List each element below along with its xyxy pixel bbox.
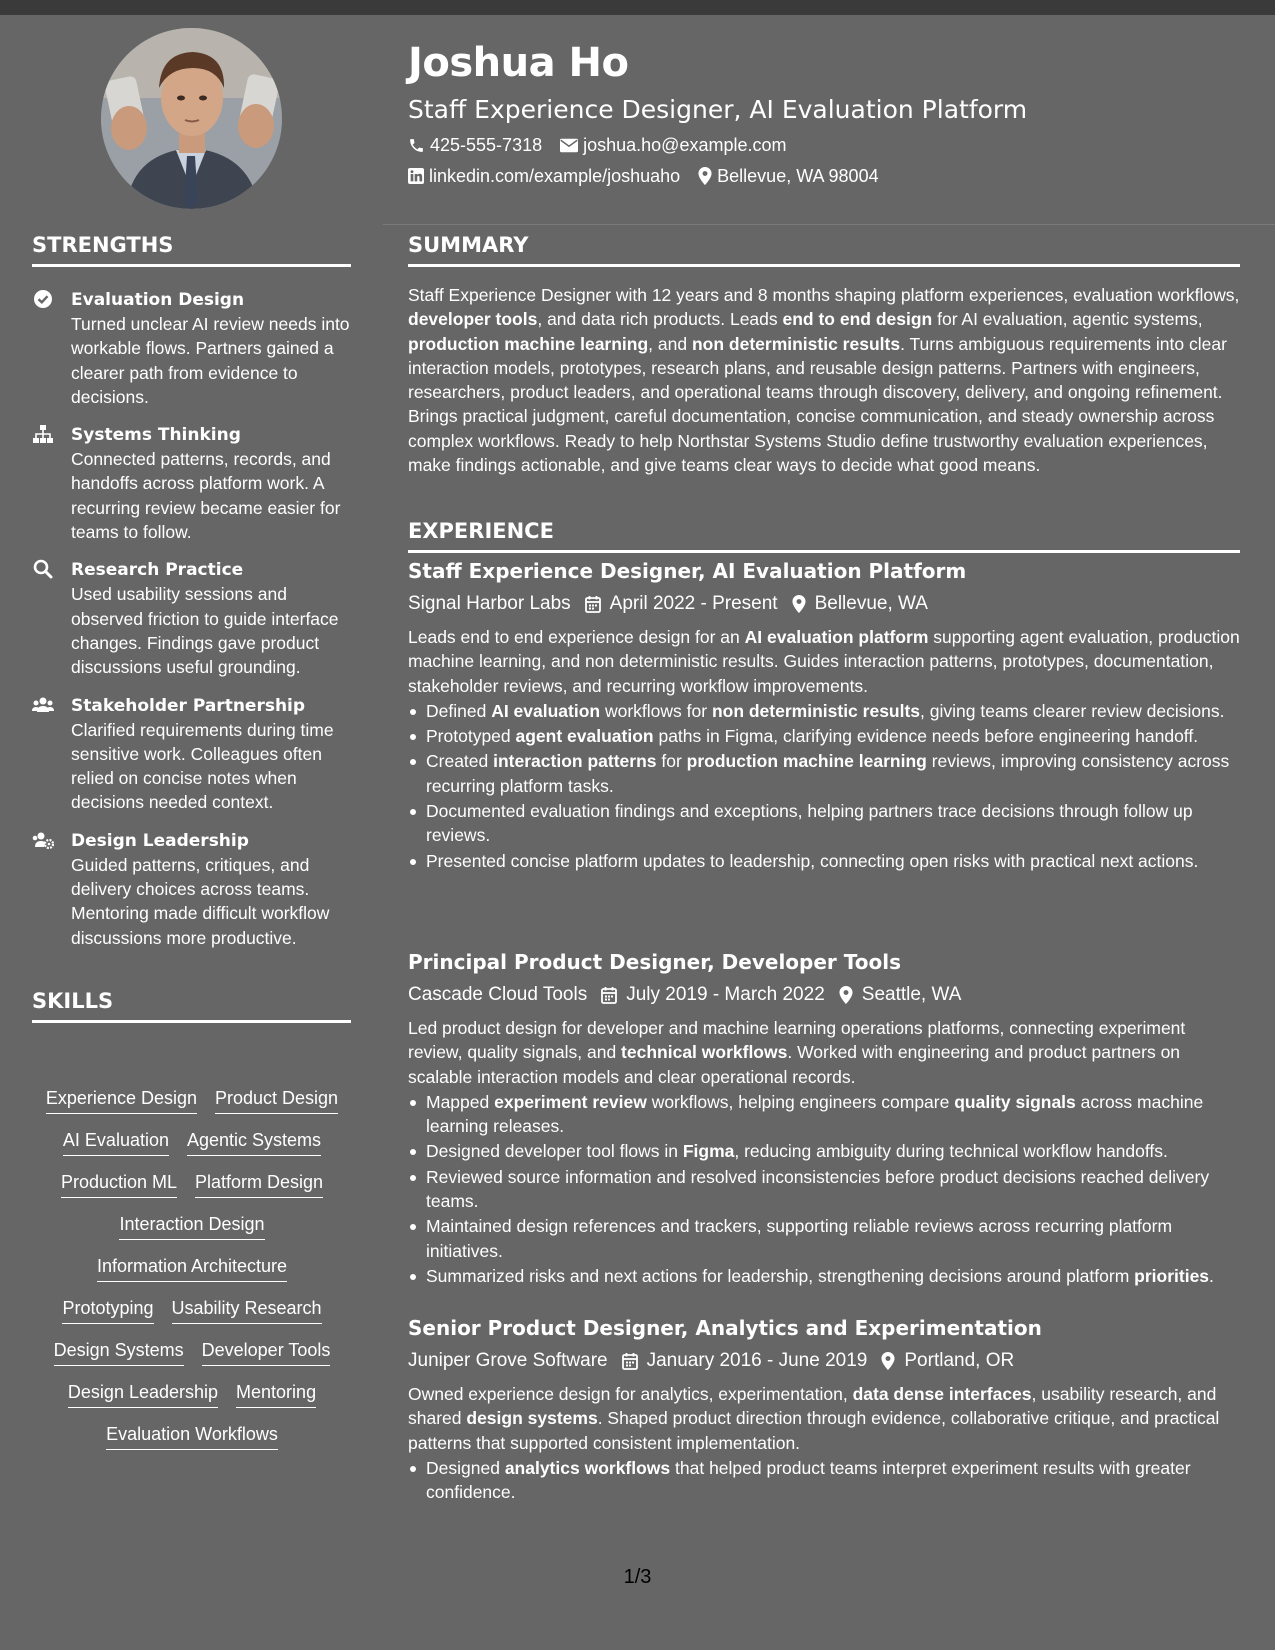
- emphasis-text: analytics workflows: [504, 1457, 671, 1478]
- strength-item: [32, 829, 352, 950]
- skill-tag: Platform Design: [195, 1170, 323, 1198]
- job-bullet: Designed analytics workflows that helped product teams interpret experiment results with greater confidence.: [408, 1456, 1240, 1505]
- job-bullet: Mapped experiment review workflows, helping engineers compare quality signals across machine learning releases.: [408, 1090, 1240, 1139]
- job-company: Juniper Grove Software: [408, 1350, 608, 1371]
- calendar-icon: [622, 1352, 638, 1370]
- sitemap-icon: [32, 424, 54, 444]
- job-bullet: Designed developer tool flows in Figma, reducing ambiguity during technical workflow handoffs.: [408, 1139, 1240, 1163]
- search-icon: [32, 559, 54, 579]
- experience-heading: EXPERIENCE: [408, 521, 1240, 553]
- job-bullet: Created interaction patterns for production machine learning reviews, improving consistency across recurring platform tasks.: [408, 749, 1240, 798]
- strength-item: [32, 288, 352, 409]
- candidate-name: Joshua Ho: [408, 40, 629, 86]
- emphasis-text: non deterministic results: [711, 700, 921, 721]
- skill-tag: Design Leadership: [68, 1380, 218, 1408]
- emphasis-text: interaction patterns: [493, 751, 657, 772]
- job-meta: [408, 985, 1240, 1004]
- users-cog-icon: [32, 830, 54, 850]
- strength-item: [32, 694, 352, 815]
- job-meta: [408, 594, 1240, 613]
- job-summary: Owned experience design for analytics, experimentation, data dense interfaces, usability research, and shared design systems. Shaped product direction through evidence, collaborative critique, and practical patterns that supported consistent implementation.: [408, 1384, 1220, 1453]
- skill-tag: Evaluation Workflows: [106, 1422, 278, 1450]
- contact-row-2: [408, 167, 897, 185]
- job-location: Bellevue, WA: [814, 593, 928, 614]
- portrait-image: [101, 28, 282, 209]
- strength-description: Clarified requirements during time sensitive work. Colleagues often relied on concise notes when decisions needed context.: [71, 719, 334, 813]
- strength-description: Connected patterns, records, and handoffs across platform work. A recurring review became easier for teams to follow.: [71, 449, 341, 543]
- job-bullet: Reviewed source information and resolved inconsistencies before product decisions reached delivery teams.: [408, 1165, 1240, 1214]
- strength-item: [32, 423, 352, 544]
- summary-heading: SUMMARY: [408, 235, 1240, 267]
- summary-text: Staff Experience Designer with 12 years and 8 months shaping platform experiences, evaluation workflows, developer tools, and data rich products. Leads end to end design for AI evaluation, agentic systems, production machine learning, and non deterministic results. Turns ambiguous requirements into clear interaction models, prototypes, research plans, and reusable design patterns. Partners with engineers, researchers, product leaders, and operational teams through discovery, delivery, and ongoing refinement. Brings practical judgment, careful documentation, concise communication, and steady ownership across complex workflows. Ready to help Northstar Systems Studio define trustworthy evaluation experiences, make findings actionable, and give teams clear ways to decide what good means.: [408, 285, 1240, 476]
- job-summary: Leads end to end experience design for an AI evaluation platform supporting agent evaluation, production machine learning, and non deterministic results. Guides interaction patterns, prototypes, documentation, stakeholder reviews, and recurring workflow improvements.: [408, 627, 1240, 696]
- job-bullet: Documented evaluation findings and exceptions, helping partners trace decisions through follow up reviews.: [408, 799, 1240, 848]
- job-location: Seattle, WA: [861, 984, 962, 1005]
- job-dates: July 2019 - March 2022: [626, 984, 825, 1005]
- strength-title: Stakeholder Partnership: [71, 695, 306, 716]
- resume-page: [0, 15, 1275, 1650]
- skill-tag: Developer Tools: [202, 1338, 331, 1366]
- check-circle-icon: [32, 289, 54, 309]
- emphasis-text: AI evaluation platform: [744, 627, 929, 647]
- linkedin-contact[interactable]: [408, 167, 680, 185]
- location-text: Bellevue, WA 98004: [717, 166, 879, 186]
- emphasis-text: priorities: [1134, 1265, 1210, 1286]
- skill-tag: Prototyping: [62, 1296, 153, 1324]
- strength-description: Guided patterns, critiques, and delivery choices across teams. Mentoring made difficult workflow discussions more productive.: [71, 854, 330, 948]
- job-bullet: Defined AI evaluation workflows for non deterministic results, giving teams clearer review decisions.: [408, 699, 1240, 723]
- profile-photo: [101, 28, 282, 209]
- calendar-icon: [585, 595, 601, 613]
- emphasis-text: non deterministic results: [691, 333, 901, 354]
- strength-item: [32, 558, 352, 679]
- email-contact[interactable]: [560, 136, 786, 154]
- skill-tag: Agentic Systems: [187, 1128, 321, 1156]
- emphasis-text: quality signals: [954, 1091, 1076, 1112]
- job-entry: [408, 1316, 1240, 1504]
- map-marker-icon: [792, 595, 806, 613]
- job-entry: [408, 950, 1240, 1288]
- emphasis-text: Figma: [682, 1141, 735, 1162]
- job-location: Portland, OR: [904, 1350, 1015, 1371]
- job-title: Principal Product Designer, Developer Tools: [408, 950, 901, 974]
- skills-heading: SKILLS: [32, 991, 351, 1023]
- page-number: 1/3: [623, 1566, 652, 1588]
- skill-tag: Usability Research: [172, 1296, 322, 1324]
- job-title: Senior Product Designer, Analytics and Experimentation: [408, 1316, 1042, 1340]
- job-dates: April 2022 - Present: [609, 593, 778, 614]
- job-entry: [408, 559, 1240, 873]
- calendar-icon: [601, 986, 617, 1004]
- phone-text: 425-555-7318: [430, 135, 543, 155]
- emphasis-text: production machine learning: [408, 333, 649, 354]
- emphasis-text: agent evaluation: [515, 726, 654, 747]
- emphasis-text: technical workflows: [621, 1042, 788, 1063]
- job-bullets: [408, 1090, 1240, 1288]
- job-bullet: Presented concise platform updates to leadership, connecting open risks with practical next actions.: [408, 849, 1240, 873]
- strengths-heading: STRENGTHS: [32, 235, 351, 267]
- job-company: Cascade Cloud Tools: [408, 984, 588, 1005]
- skills-list: [32, 1086, 352, 1450]
- job-bullets: [408, 1456, 1240, 1505]
- job-meta: [408, 1351, 1240, 1370]
- map-marker-icon: [839, 986, 853, 1004]
- phone-contact[interactable]: [408, 136, 542, 154]
- emphasis-text: developer tools: [408, 309, 538, 330]
- strength-title: Evaluation Design: [71, 290, 245, 310]
- job-summary: Led product design for developer and machine learning operations platforms, connecting experiment review, quality signals, and technical workflows. Worked with engineering and product partners on scalable interaction models and clear operational records.: [408, 1018, 1186, 1087]
- emphasis-text: end to end design: [782, 309, 933, 330]
- skill-tag: Experience Design: [46, 1086, 197, 1114]
- skill-tag: Interaction Design: [119, 1212, 264, 1240]
- job-bullet: Summarized risks and next actions for leadership, strengthening decisions around platform priorities.: [408, 1264, 1240, 1288]
- emphasis-text: design systems: [466, 1408, 598, 1429]
- contact-row-1: [408, 136, 805, 154]
- location-contact: [698, 167, 878, 185]
- emphasis-text: data dense interfaces: [852, 1384, 1032, 1404]
- job-title: Staff Experience Designer, AI Evaluation Platform: [408, 559, 967, 583]
- strengths-list: [32, 288, 352, 964]
- users-icon: [32, 695, 54, 715]
- envelope-icon: [560, 138, 578, 153]
- map-marker-icon: [698, 167, 712, 185]
- job-bullet: Prototyped agent evaluation paths in Figma, clarifying evidence needs before engineering handoff.: [408, 724, 1240, 748]
- skill-tag: Product Design: [215, 1086, 338, 1114]
- skill-tag: Production ML: [61, 1170, 177, 1198]
- header-divider: [383, 224, 1275, 225]
- skill-tag: Mentoring: [236, 1380, 316, 1408]
- strength-description: Turned unclear AI review needs into workable flows. Partners gained a clearer path from evidence to decisions.: [71, 314, 350, 407]
- job-bullets: [408, 699, 1240, 873]
- top-bar: [0, 0, 1275, 15]
- email-text: joshua.ho@example.com: [583, 135, 787, 155]
- emphasis-text: experiment review: [494, 1091, 647, 1112]
- job-company: Signal Harbor Labs: [408, 593, 571, 614]
- job-dates: January 2016 - June 2019: [646, 1350, 868, 1371]
- strength-title: Research Practice: [71, 560, 244, 581]
- strength-description: Used usability sessions and observed friction to guide interface changes. Findings gave product discussions useful grounding.: [71, 584, 339, 678]
- strength-title: Systems Thinking: [71, 425, 241, 446]
- candidate-headline: Staff Experience Designer, AI Evaluation Platform: [408, 95, 1028, 124]
- emphasis-text: production machine learning: [686, 751, 927, 772]
- linkedin-icon: [408, 168, 424, 184]
- phone-icon: [408, 137, 425, 154]
- map-marker-icon: [881, 1352, 895, 1370]
- skill-tag: Design Systems: [54, 1338, 184, 1366]
- job-bullet: Maintained design references and trackers, supporting reliable reviews across recurring platform initiatives.: [408, 1214, 1240, 1263]
- skill-tag: AI Evaluation: [63, 1128, 169, 1156]
- linkedin-text: linkedin.com/example/joshuaho: [429, 166, 681, 186]
- skill-tag: Information Architecture: [97, 1254, 287, 1282]
- emphasis-text: AI evaluation: [491, 700, 601, 721]
- strength-title: Design Leadership: [71, 830, 249, 851]
